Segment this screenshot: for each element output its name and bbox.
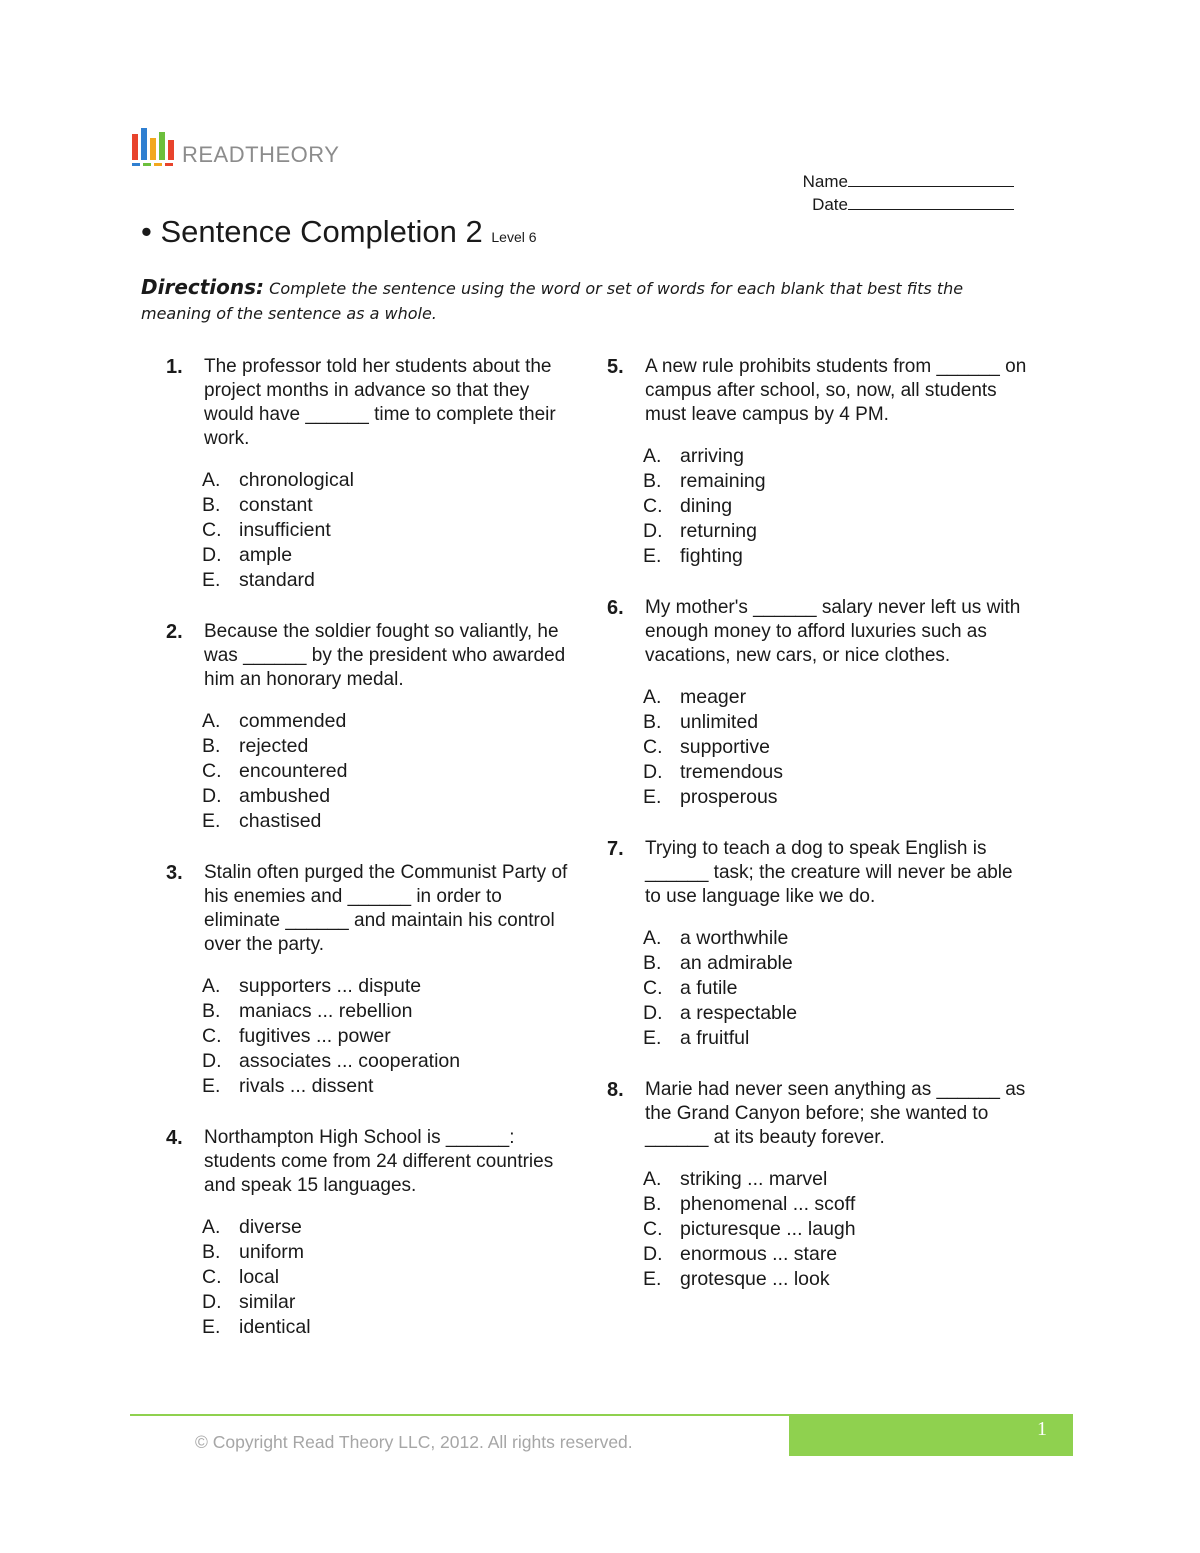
question-text: Because the soldier fought so valiantly, he was ______ by the president who awarded him an honorary medal. bbox=[204, 621, 566, 690]
answer-option[interactable] bbox=[643, 710, 1027, 735]
option-letter: E. bbox=[643, 545, 662, 567]
option-letter: D. bbox=[643, 761, 663, 783]
answer-option[interactable] bbox=[643, 976, 1027, 1001]
option-letter: B. bbox=[202, 494, 221, 516]
option-text: tremendous bbox=[680, 761, 783, 783]
option-text: returning bbox=[680, 520, 757, 542]
option-text: encountered bbox=[239, 760, 348, 782]
option-text: arriving bbox=[680, 445, 744, 467]
answer-option[interactable] bbox=[202, 784, 576, 809]
option-text: fugitives ... power bbox=[239, 1025, 391, 1047]
option-text: remaining bbox=[680, 470, 766, 492]
answer-option[interactable] bbox=[202, 709, 576, 734]
question-text: My mother's ______ salary never left us with enough money to afford luxuries such as vacations, new cars, or nice clothes. bbox=[645, 597, 1021, 666]
option-text: dining bbox=[680, 495, 733, 517]
question-3 bbox=[166, 861, 576, 1099]
answer-option[interactable] bbox=[202, 468, 576, 493]
option-text: rejected bbox=[239, 735, 309, 757]
option-letter: C. bbox=[202, 1266, 222, 1288]
question-5 bbox=[607, 355, 1027, 569]
option-text: meager bbox=[680, 686, 747, 708]
answer-option[interactable] bbox=[202, 1265, 576, 1290]
answer-option[interactable] bbox=[202, 1290, 576, 1315]
option-text: enormous ... stare bbox=[680, 1243, 838, 1265]
answer-options bbox=[202, 468, 576, 593]
level-label: Level 6 bbox=[491, 229, 537, 245]
answer-option[interactable] bbox=[643, 785, 1027, 810]
question-6 bbox=[607, 596, 1027, 810]
answer-option[interactable] bbox=[643, 444, 1027, 469]
question-text: The professor told her students about the project months in advance so that they would have ______ time to complete their work. bbox=[204, 356, 556, 449]
option-letter: C. bbox=[643, 495, 663, 517]
directions-text: Complete the sentence using the word or set of words for each blank that best fits the meaning of the sentence as a whole. bbox=[141, 279, 964, 323]
answer-option[interactable] bbox=[202, 493, 576, 518]
option-letter: B. bbox=[202, 1241, 221, 1263]
option-letter: D. bbox=[202, 785, 222, 807]
option-letter: A. bbox=[643, 445, 662, 467]
option-letter: B. bbox=[202, 1000, 221, 1022]
answer-option[interactable] bbox=[643, 1192, 1027, 1217]
answer-option[interactable] bbox=[202, 974, 576, 999]
option-text: supportive bbox=[680, 736, 770, 758]
option-letter: C. bbox=[202, 760, 222, 782]
answer-option[interactable] bbox=[643, 951, 1027, 976]
question-1 bbox=[166, 355, 576, 593]
option-text: a respectable bbox=[680, 1002, 798, 1024]
answer-option[interactable] bbox=[643, 1267, 1027, 1292]
question-8 bbox=[607, 1078, 1027, 1292]
option-letter: D. bbox=[643, 1243, 663, 1265]
question-number: 8. bbox=[607, 1079, 624, 1101]
option-letter: D. bbox=[202, 544, 222, 566]
bullet-icon: • bbox=[141, 214, 152, 249]
answer-option[interactable] bbox=[643, 735, 1027, 760]
option-letter: E. bbox=[643, 786, 662, 808]
answer-option[interactable] bbox=[643, 1242, 1027, 1267]
date-label: Date bbox=[812, 195, 848, 214]
page-title bbox=[141, 214, 537, 250]
date-blank[interactable] bbox=[848, 195, 1014, 210]
option-text: insufficient bbox=[239, 519, 331, 541]
option-text: chastised bbox=[239, 810, 322, 832]
question-number: 4. bbox=[166, 1127, 183, 1149]
question-text: Northampton High School is ______: students come from 24 different countries and speak 15 languages. bbox=[204, 1127, 554, 1196]
name-blank[interactable] bbox=[848, 172, 1014, 187]
answer-option[interactable] bbox=[643, 494, 1027, 519]
answer-options bbox=[643, 444, 1027, 569]
name-field[interactable] bbox=[803, 170, 1014, 193]
answer-options bbox=[202, 709, 576, 834]
answer-option[interactable] bbox=[643, 1217, 1027, 1242]
answer-option[interactable] bbox=[202, 518, 576, 543]
option-letter: E. bbox=[643, 1268, 662, 1290]
option-text: ample bbox=[239, 544, 293, 566]
answer-option[interactable] bbox=[202, 1049, 576, 1074]
option-letter: C. bbox=[202, 1025, 222, 1047]
option-text: prosperous bbox=[680, 786, 778, 808]
option-text: grotesque ... look bbox=[680, 1268, 830, 1290]
option-text: supporters ... dispute bbox=[239, 975, 422, 997]
answer-option[interactable] bbox=[202, 1074, 576, 1099]
answer-option[interactable] bbox=[643, 1167, 1027, 1192]
questions-column-left bbox=[166, 355, 576, 1367]
question-number: 7. bbox=[607, 838, 624, 860]
answer-option[interactable] bbox=[643, 544, 1027, 569]
question-number: 1. bbox=[166, 356, 183, 378]
answer-option[interactable] bbox=[202, 999, 576, 1024]
answer-option[interactable] bbox=[643, 519, 1027, 544]
answer-option[interactable] bbox=[643, 760, 1027, 785]
directions bbox=[141, 275, 1021, 326]
option-text: ambushed bbox=[239, 785, 331, 807]
option-letter: E. bbox=[643, 1027, 662, 1049]
question-number: 2. bbox=[166, 621, 183, 643]
option-letter: E. bbox=[202, 1075, 221, 1097]
option-letter: E. bbox=[202, 569, 221, 591]
option-letter: A. bbox=[202, 975, 221, 997]
question-number: 6. bbox=[607, 597, 624, 619]
answer-options bbox=[202, 1215, 576, 1340]
answer-option[interactable] bbox=[202, 568, 576, 593]
page-number-box bbox=[789, 1414, 1073, 1456]
option-letter: C. bbox=[643, 736, 663, 758]
copyright-text: © Copyright Read Theory LLC, 2012. All rights reserved. bbox=[195, 1432, 633, 1452]
option-text: a fruitful bbox=[680, 1027, 750, 1049]
option-text: commended bbox=[239, 710, 347, 732]
option-text: maniacs ... rebellion bbox=[239, 1000, 413, 1022]
answer-option[interactable] bbox=[202, 543, 576, 568]
question-2 bbox=[166, 620, 576, 834]
answer-option[interactable] bbox=[643, 1026, 1027, 1051]
date-field[interactable] bbox=[803, 193, 1014, 216]
option-text: an admirable bbox=[680, 952, 793, 974]
option-text: standard bbox=[239, 569, 315, 591]
option-letter: C. bbox=[202, 519, 222, 541]
readtheory-logo bbox=[132, 128, 339, 170]
option-text: a worthwhile bbox=[680, 927, 789, 949]
title-text: Sentence Completion 2 bbox=[160, 214, 483, 249]
option-text: rivals ... dissent bbox=[239, 1075, 374, 1097]
option-letter: D. bbox=[643, 1002, 663, 1024]
answer-options bbox=[643, 685, 1027, 810]
answer-option[interactable] bbox=[202, 1024, 576, 1049]
option-text: phenomenal ... scoff bbox=[680, 1193, 856, 1215]
option-letter: C. bbox=[643, 977, 663, 999]
option-text: picturesque ... laugh bbox=[680, 1218, 856, 1240]
question-text: Marie had never seen anything as ______ as the Grand Canyon before; she wanted to ______ at its beauty forever. bbox=[645, 1079, 1026, 1148]
option-letter: A. bbox=[202, 710, 221, 732]
option-text: uniform bbox=[239, 1241, 305, 1263]
option-letter: A. bbox=[202, 469, 221, 491]
option-letter: A. bbox=[643, 686, 662, 708]
option-letter: A. bbox=[202, 1216, 221, 1238]
answer-option[interactable] bbox=[643, 685, 1027, 710]
option-letter: D. bbox=[643, 520, 663, 542]
question-7 bbox=[607, 837, 1027, 1051]
answer-options bbox=[643, 1167, 1027, 1292]
question-text: Trying to teach a dog to speak English is ______ task; the creature will never be able to use language like we do. bbox=[645, 838, 1013, 907]
logo-bars-icon bbox=[132, 128, 180, 170]
question-number: 5. bbox=[607, 356, 624, 378]
option-text: associates ... cooperation bbox=[239, 1050, 461, 1072]
option-letter: B. bbox=[643, 711, 662, 733]
option-letter: D. bbox=[202, 1291, 222, 1313]
name-date-fields bbox=[803, 170, 1014, 216]
option-letter: B. bbox=[643, 470, 662, 492]
answer-option[interactable] bbox=[643, 1001, 1027, 1026]
option-text: constant bbox=[239, 494, 313, 516]
answer-option[interactable] bbox=[202, 734, 576, 759]
footer-divider bbox=[130, 1414, 789, 1416]
option-text: similar bbox=[239, 1291, 296, 1313]
option-letter: C. bbox=[643, 1218, 663, 1240]
answer-option[interactable] bbox=[202, 1240, 576, 1265]
question-4 bbox=[166, 1126, 576, 1340]
brand-name: READTHEORY bbox=[182, 142, 340, 167]
answer-options bbox=[643, 926, 1027, 1051]
option-text: local bbox=[239, 1266, 280, 1288]
option-letter: B. bbox=[202, 735, 221, 757]
option-letter: A. bbox=[643, 927, 662, 949]
answer-option[interactable] bbox=[643, 926, 1027, 951]
option-text: striking ... marvel bbox=[680, 1168, 828, 1190]
answer-option[interactable] bbox=[643, 469, 1027, 494]
directions-label: Directions: bbox=[141, 275, 265, 299]
option-letter: A. bbox=[643, 1168, 662, 1190]
question-text: Stalin often purged the Communist Party of his enemies and ______ in order to eliminate ______ and maintain his control over the party. bbox=[204, 862, 568, 955]
option-letter: E. bbox=[202, 810, 221, 832]
question-number: 3. bbox=[166, 862, 183, 884]
option-letter: E. bbox=[202, 1316, 221, 1338]
name-label: Name bbox=[802, 172, 848, 191]
answer-option[interactable] bbox=[202, 1315, 576, 1340]
answer-option[interactable] bbox=[202, 1215, 576, 1240]
option-text: identical bbox=[239, 1316, 311, 1338]
option-letter: B. bbox=[643, 952, 662, 974]
option-text: unlimited bbox=[680, 711, 759, 733]
option-letter: B. bbox=[643, 1193, 662, 1215]
answer-option[interactable] bbox=[202, 809, 576, 834]
answer-option[interactable] bbox=[202, 759, 576, 784]
answer-options bbox=[202, 974, 576, 1099]
page-number: 1 bbox=[1037, 1418, 1047, 1440]
option-text: chronological bbox=[239, 469, 354, 491]
option-text: fighting bbox=[680, 545, 743, 567]
option-letter: D. bbox=[202, 1050, 222, 1072]
option-text: a futile bbox=[680, 977, 738, 999]
questions-column-right bbox=[607, 355, 1027, 1319]
question-text: A new rule prohibits students from ______ on campus after school, so, now, all students must leave campus by 4 PM. bbox=[645, 356, 1027, 425]
option-text: diverse bbox=[239, 1216, 302, 1238]
